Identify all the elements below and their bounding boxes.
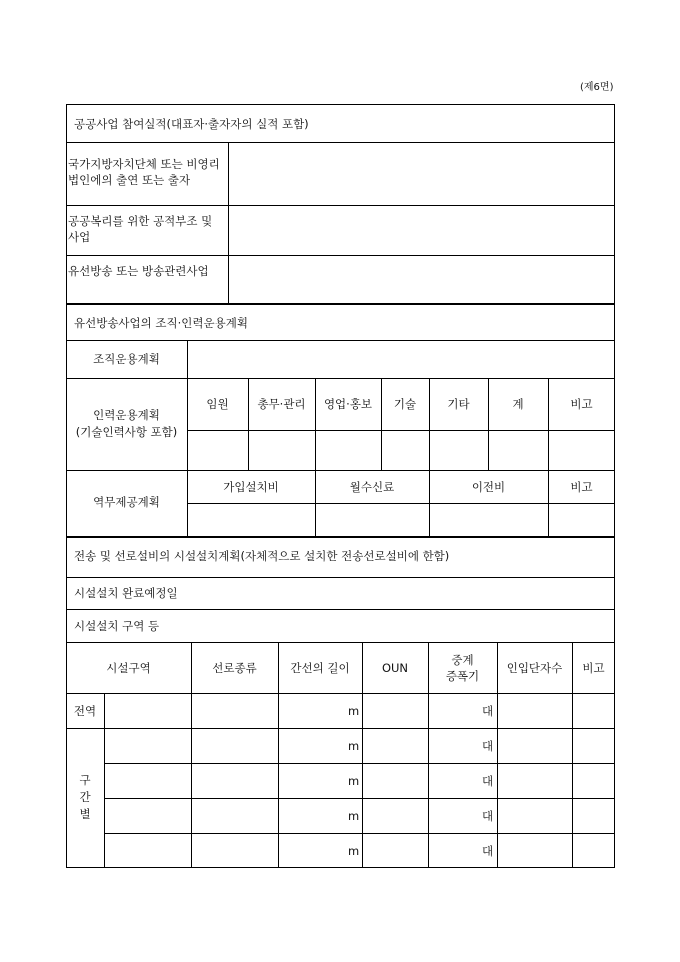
unit-m: m [348,844,360,858]
header-oun: OUN [381,661,409,675]
header-zone: 시설구역 [106,661,151,675]
header-amplifier-line2: 증폭기 [445,669,480,683]
facility-area-label: 시설설치 구역 등 [74,619,160,633]
unit-dae: 대 [482,774,494,788]
header-drop-count: 인입단자수 [506,661,563,675]
staff-header-tech: 기술 [393,397,417,411]
staff-plan-label: 인력운용계획 [93,408,160,422]
facility-plan-title: 전송 및 선로설비의 시설설치계획(자체적으로 설치한 전송선로설비에 한함) [74,549,450,563]
header-line-type: 선로종류 [212,661,257,675]
staff-header-admin: 총무·관리 [257,397,306,411]
service-header-monthly-fee: 월수신료 [349,480,395,494]
public-row-broadcast-label: 유선방송 또는 방송관련사업 [68,264,209,278]
section-label-char-1: 구 [79,773,91,787]
public-row-welfare-label: 공공복리를 위한 공적부조 및 사업 [68,214,213,244]
public-projects-title: 공공사업 참여실적(대표자·출자자의 실적 포함) [74,117,309,131]
service-header-note: 비고 [570,480,593,494]
unit-m: m [348,774,360,788]
completion-date-label: 시설설치 완료예정일 [74,586,178,600]
section-label-char-3: 별 [79,807,91,821]
org-plan-title: 유선방송사업의 조직·인력운용계획 [74,316,248,330]
page-number: (제6면) [580,82,614,93]
section-label-char-2: 간 [79,790,91,804]
header-trunk-length: 간선의 길이 [290,661,350,675]
unit-dae: 대 [482,704,494,718]
service-header-relocation-fee: 이전비 [471,480,506,494]
staff-header-sales: 영업·홍보 [323,397,373,411]
unit-m: m [348,704,360,718]
staff-header-total: 계 [512,397,524,411]
unit-dae: 대 [482,809,494,823]
header-note: 비고 [582,661,605,675]
staff-header-note: 비고 [570,397,593,411]
staff-plan-sublabel: (기술인력사항 포함) [75,425,178,439]
org-plan-label: 조직운용계획 [93,352,160,366]
unit-m: m [348,809,360,823]
service-header-install-fee: 가입설치비 [223,480,279,494]
unit-dae: 대 [482,739,494,753]
header-amplifier-line1: 중계 [451,653,474,667]
service-plan-label: 역무제공계획 [93,495,160,509]
all-area-label: 전역 [73,704,97,718]
public-row-welfare-value[interactable] [229,206,614,255]
staff-header-executives: 임원 [206,397,229,411]
public-row-contribution-value[interactable] [229,143,614,205]
public-row-contribution-label: 국가지방자치단체 또는 비영리법인에의 출연 또는 출자 [68,157,220,187]
staff-header-other: 기타 [447,397,470,411]
public-row-broadcast-value[interactable] [229,256,614,304]
org-plan-value[interactable] [188,341,614,378]
unit-m: m [348,739,360,753]
unit-dae: 대 [482,844,494,858]
